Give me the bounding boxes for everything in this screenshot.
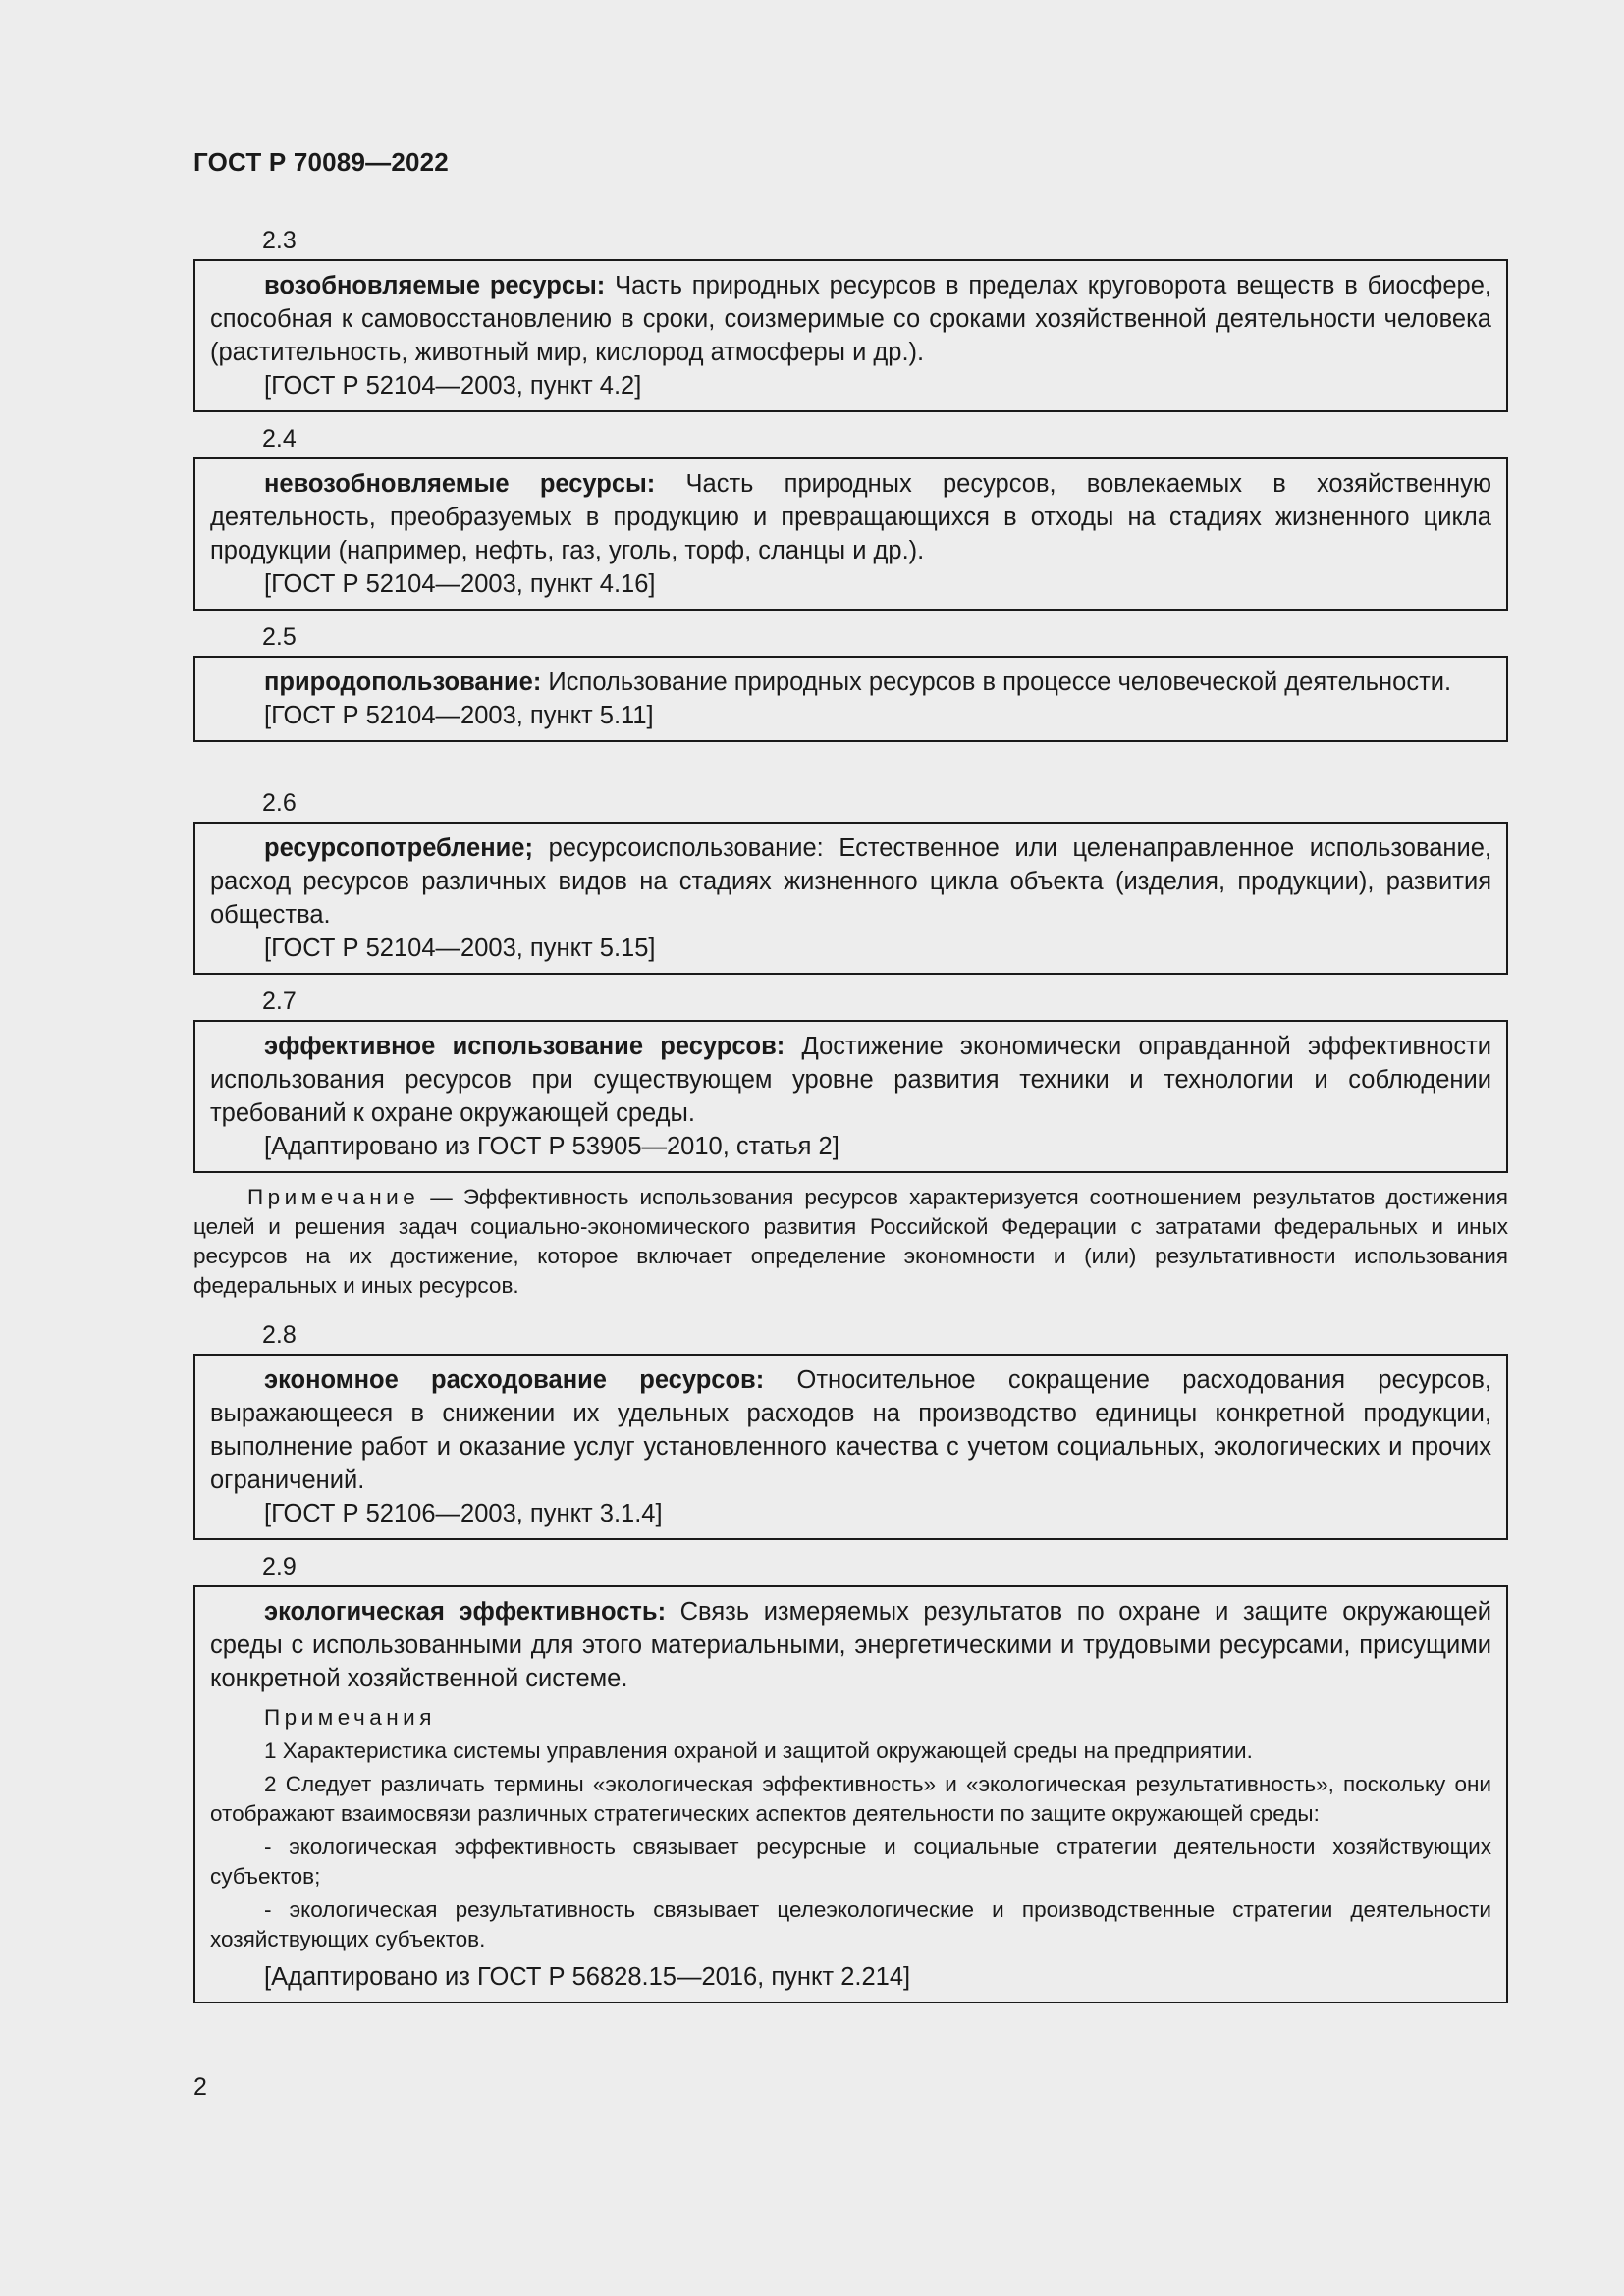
- definition-box: [193, 457, 1508, 611]
- definition: [210, 1030, 1491, 1130]
- entry-2-8: [193, 1320, 1508, 1540]
- term: эффективное использование ресурсов:: [264, 1033, 785, 1060]
- entry-number: 2.3: [262, 227, 297, 254]
- note: [193, 1183, 1508, 1301]
- entry-2-4: [193, 424, 1508, 611]
- definition: [210, 1363, 1491, 1497]
- entry-2-9: [193, 1552, 1508, 2003]
- entry-2-7: [193, 987, 1508, 1301]
- term: невозобновляемые ресурсы:: [264, 470, 656, 498]
- entry-2-3: [193, 226, 1508, 412]
- definition-text: Достижение экономически оправданной эффективности использования ресурсов при существующем уровне развития техники и технологии и соблюдении требований к охране окружающей среды.: [210, 1033, 1492, 1127]
- definition: [210, 269, 1491, 369]
- document-header: ГОСТ Р 70089—2022: [193, 147, 449, 177]
- source-reference: [Адаптировано из ГОСТ Р 56828.15—2016, пункт 2.214]: [264, 1963, 911, 1991]
- notes-label: Примечания: [264, 1705, 436, 1730]
- term: возобновляемые ресурсы:: [264, 272, 606, 299]
- note-2: 2 Следует различать термины «экологическая эффективность» и «экологическая результативность», поскольку они отображают взаимосвязи различных стратегических аспектов деятельности по защите окружающей среды:: [210, 1772, 1491, 1826]
- entry-number: 2.7: [262, 988, 297, 1015]
- definition-text: ресурсоиспользование: Естественное или целенаправленное использование, расход ресурсов различных видов на стадиях жизненного цикла объекта (изделия, продукции), развития общества.: [210, 834, 1491, 929]
- entry-2-5: [193, 622, 1508, 742]
- definition-box: [193, 259, 1508, 412]
- definition-box: [193, 1020, 1508, 1173]
- entry-number: 2.8: [262, 1321, 297, 1349]
- note-text: — Эффективность использования ресурсов характеризуется соотношением результатов достижения целей и решения задач социально-экономического развития Российской Федерации с затратами федеральных и иных ресурсов на их достижение, которое включает определение экономности и (или) результативности использования федеральных и иных ресурсов.: [193, 1185, 1508, 1298]
- definition-text: Часть природных ресурсов, вовлекаемых в хозяйственную деятельность, преобразуемых в продукцию и превращающихся в отходы на стадиях жизненного цикла продукции (например, нефть, газ, уголь, торф, сланцы и др.).: [210, 470, 1491, 564]
- note-label: Примечание: [247, 1185, 420, 1209]
- definition-text: Использование природных ресурсов в процессе человеческой деятельности.: [541, 668, 1452, 696]
- note-2-item-a: - экологическая эффективность связывает ресурсные и социальные стратегии деятельности хозяйствующих субъектов;: [210, 1835, 1491, 1889]
- entry-2-6: [193, 788, 1508, 975]
- entry-number: 2.6: [262, 789, 297, 817]
- term: экономное расходование ресурсов:: [264, 1366, 765, 1394]
- notes-block: [210, 1703, 1491, 1954]
- term: природопользование:: [264, 668, 542, 696]
- definition-text: Часть природных ресурсов в пределах круговорота веществ в биосфере, способная к самовосстановлению в сроки, соизмеримые со сроками хозяйственной деятельности человека (растительность, животный мир, кислород атмосферы и др.).: [210, 272, 1491, 366]
- definition: [210, 1595, 1491, 1695]
- page-number: 2: [193, 2073, 207, 2101]
- note-2-item-b: - экологическая результативность связывает целеэкологические и производственные стратегии деятельности хозяйствующих субъектов.: [210, 1897, 1491, 1951]
- source-reference: [ГОСТ Р 52104—2003, пункт 5.15]: [264, 934, 656, 962]
- definition: [210, 831, 1491, 932]
- definition: [210, 666, 1491, 699]
- definition-box: [193, 656, 1508, 742]
- source-reference: [ГОСТ Р 52106—2003, пункт 3.1.4]: [264, 1500, 663, 1527]
- definition-text: Относительное сокращение расходования ресурсов, выражающееся в снижении их удельных расходов на производство единицы конкретной продукции, выполнение работ и оказание услуг установленного качества с учетом социальных, экологических и прочих ограничений.: [210, 1366, 1491, 1494]
- definition: [210, 467, 1491, 567]
- term: экологическая эффективность:: [264, 1598, 667, 1626]
- entry-number: 2.5: [262, 623, 297, 651]
- source-reference: [ГОСТ Р 52104—2003, пункт 4.16]: [264, 570, 656, 598]
- entry-number: 2.9: [262, 1553, 297, 1580]
- definition-box: [193, 1354, 1508, 1540]
- note-1: 1 Характеристика системы управления охраной и защитой окружающей среды на предприятии.: [264, 1738, 1253, 1763]
- source-reference: [ГОСТ Р 52104—2003, пункт 4.2]: [264, 372, 642, 400]
- entry-number: 2.4: [262, 425, 297, 453]
- source-reference: [Адаптировано из ГОСТ Р 53905—2010, статья 2]: [264, 1133, 839, 1160]
- definition-box: [193, 1585, 1508, 2003]
- definition-box: [193, 822, 1508, 975]
- source-reference: [ГОСТ Р 52104—2003, пункт 5.11]: [264, 702, 654, 729]
- term: ресурсопотребление;: [264, 834, 533, 862]
- definition-text: Связь измеряемых результатов по охране и защите окружающей среды с использованными для этого материальными, энергетическими и трудовыми ресурсами, присущими конкретной хозяйственной системе.: [210, 1598, 1491, 1692]
